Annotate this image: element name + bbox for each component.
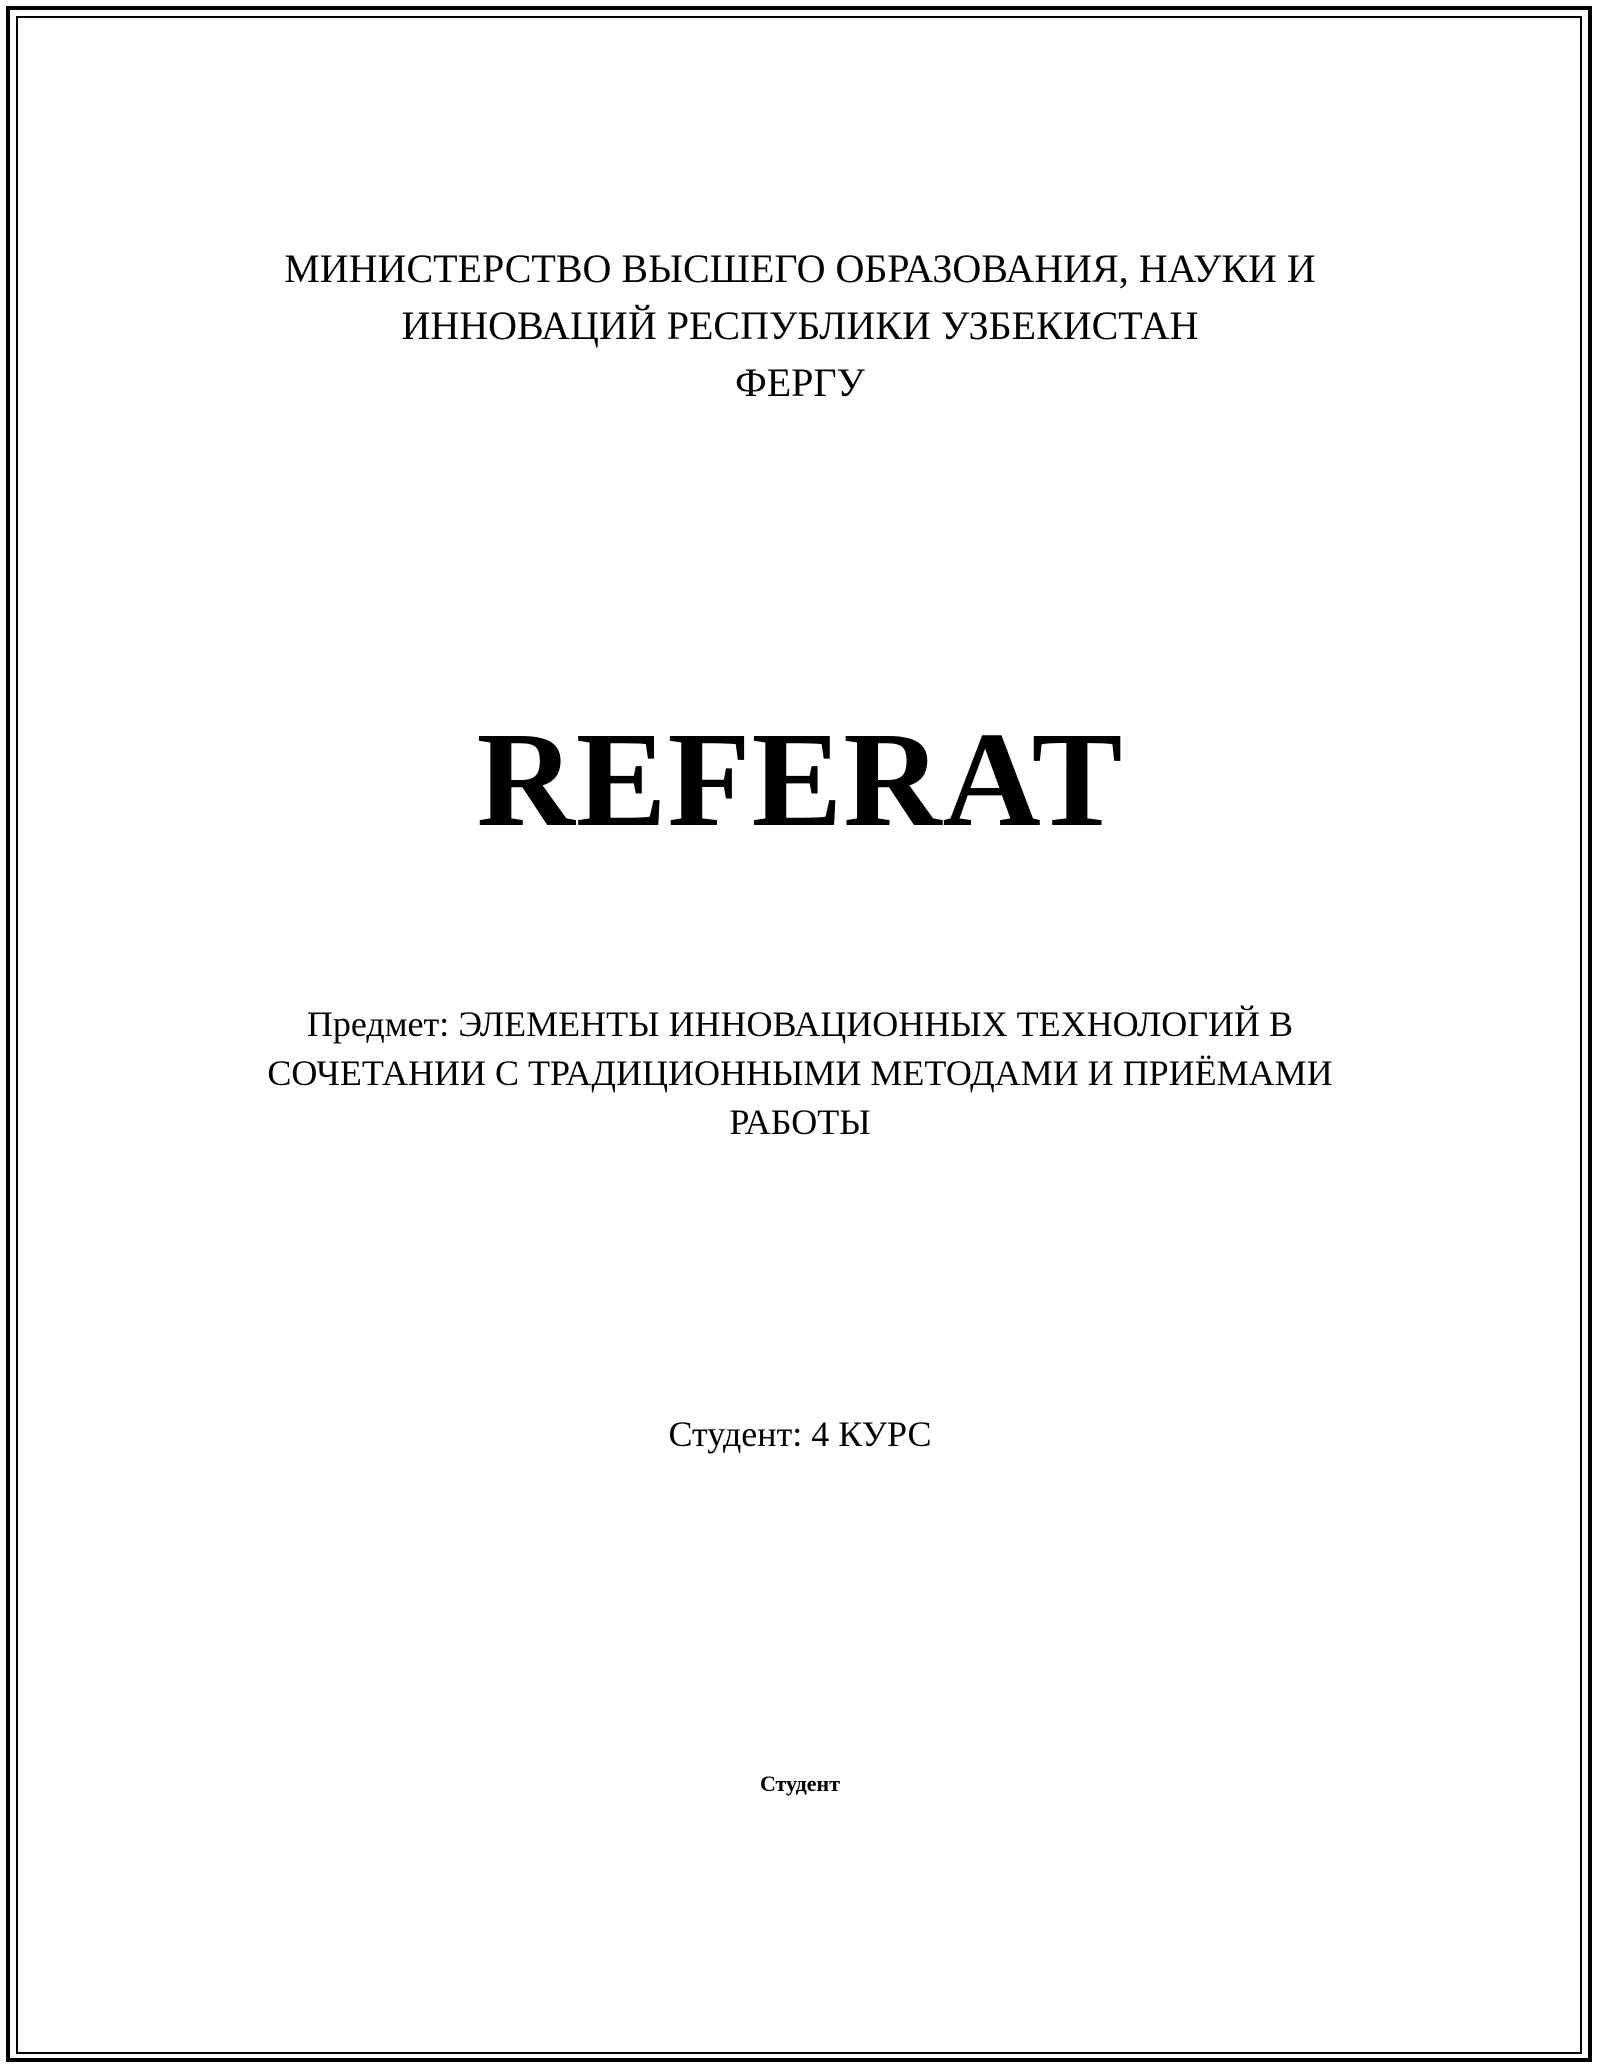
student-label: Студент	[759, 1771, 841, 1796]
student-course: Студент: 4 КУРС	[668, 1414, 932, 1454]
ministry-line-1: МИНИСТЕРСТВО ВЫСШЕГО ОБРАЗОВАНИЯ, НАУКИ И	[284, 246, 1316, 291]
ministry-header	[0, 240, 1600, 411]
subject-block	[0, 1000, 1600, 1147]
subject-line-3: РАБОТЫ	[729, 1102, 871, 1142]
ministry-line-2: ИННОВАЦИЙ РЕСПУБЛИКИ УЗБЕКИСТАН	[401, 303, 1199, 348]
university-name: ФЕРГУ	[735, 360, 865, 405]
subject-line-2: СОЧЕТАНИИ С ТРАДИЦИОННЫМИ МЕТОДАМИ И ПРИЁМАМИ	[267, 1053, 1333, 1093]
document-title: REFERAT	[476, 705, 1124, 855]
subject-line-1: Предмет: ЭЛЕМЕНТЫ ИННОВАЦИОННЫХ ТЕХНОЛОГИЙ В	[306, 1004, 1294, 1044]
